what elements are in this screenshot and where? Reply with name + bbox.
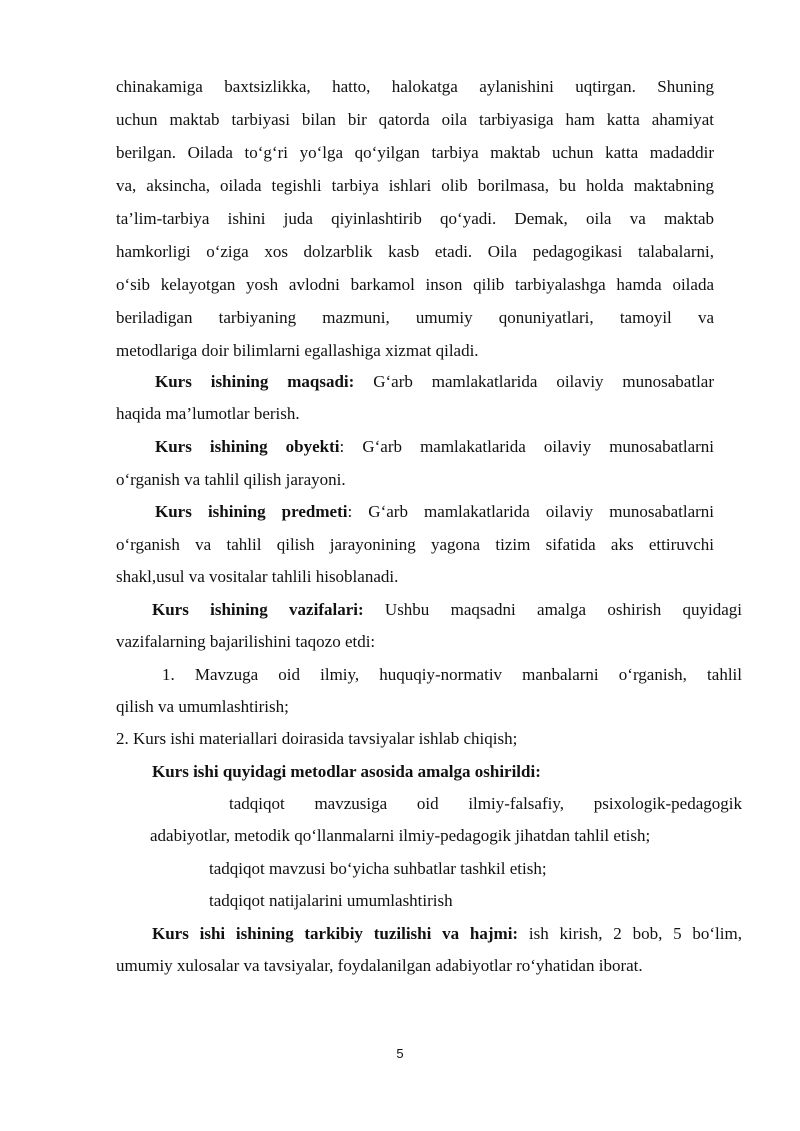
course-structure (152, 924, 742, 944)
paragraph-line: haqida ma’lumotlar berish. (116, 404, 300, 423)
task-item: 2. Kurs ishi materiallari doirasida tavsiyalar ishlab chiqish; (116, 729, 518, 748)
task-item-cont: qilish va umumlashtirish; (116, 697, 289, 716)
task-item: 1. Mavzuga oid ilmiy, huquqiy-normativ manbalarni o‘rganish, tahlil (162, 665, 742, 684)
paragraph-line: hamkorligi o‘ziga xos dolzarblik kasb etadi. Oila pedagogikasi talabalarni, (116, 242, 714, 261)
course-structure-text: ish kirish, 2 bob, 5 bo‘lim, (518, 924, 742, 943)
paragraph-line: shakl,usul va vositalar tahlili hisoblanadi. (116, 567, 399, 586)
paragraph-line: beriladigan tarbiyaning mazmuni, umumiy qonuniyatlari, tamoyil va (116, 308, 714, 327)
course-subject-label: Kurs ishining predmeti (155, 502, 348, 521)
paragraph-line: umumiy xulosalar va tavsiyalar, foydalanilgan adabiyotlar ro‘yhatidan iborat. (116, 956, 643, 975)
method-item-cont: adabiyotlar, metodik qo‘llanmalarni ilmiy-pedagogik jihatdan tahlil etish; (150, 826, 651, 845)
paragraph-line: chinakamiga baxtsizlikka, hatto, halokatga aylanishini uqtirgan. Shuning (116, 77, 714, 96)
method-item: tadqiqot mavzusiga oid ilmiy-falsafiy, psixologik-pedagogik (229, 794, 742, 813)
paragraph-line: va, aksincha, oilada tegishli tarbiya ishlari olib borilmasa, bu holda maktabning (116, 176, 714, 195)
course-subject-text: : G‘arb mamlakatlarida oilaviy munosabatlarni (347, 502, 714, 521)
course-tasks-text: Ushbu maqsadni amalga oshirish quyidagi (363, 600, 742, 619)
paragraph-line: metodlariga doir bilimlarni egallashiga xizmat qiladi. (116, 341, 479, 360)
paragraph-line: o‘rganish va tahlil qilish jarayonining yagona tizim sifatida aks ettiruvchi (116, 535, 714, 554)
paragraph-line: o‘rganish va tahlil qilish jarayoni. (116, 470, 346, 489)
course-subject (155, 502, 714, 522)
course-tasks (152, 600, 742, 620)
course-structure-label: Kurs ishi ishining tarkibiy tuzilishi va hajmi: (152, 924, 519, 943)
paragraph-line: berilgan. Oilada to‘g‘ri yo‘lga qo‘yilgan tarbiya maktab uchun katta madaddir (116, 143, 714, 162)
course-goal (155, 372, 714, 392)
course-object-label: Kurs ishining obyekti (155, 437, 340, 456)
course-goal-label: Kurs ishining maqsadi: (155, 372, 355, 391)
methods-heading: Kurs ishi quyidagi metodlar asosida amalga oshirildi: (152, 762, 541, 781)
course-goal-text: G‘arb mamlakatlarida oilaviy munosabatlar (354, 372, 715, 391)
method-item: tadqiqot natijalarini umumlashtirish (209, 891, 453, 910)
paragraph-line: vazifalarning bajarilishini taqozo etdi: (116, 632, 376, 651)
course-tasks-label: Kurs ishining vazifalari: (152, 600, 364, 619)
paragraph-line: ta’lim-tarbiya ishini juda qiyinlashtirib qo‘yadi. Demak, oila va maktab (116, 209, 714, 228)
course-object (155, 437, 714, 457)
page-number: 5 (396, 1046, 404, 1061)
method-item: tadqiqot mavzusi bo‘yicha suhbatlar tashkil etish; (209, 859, 547, 878)
paragraph-line: uchun maktab tarbiyasi bilan bir qatorda oila tarbiyasiga ham katta ahamiyat (116, 110, 714, 129)
course-object-text: : G‘arb mamlakatlarida oilaviy munosabatlarni (339, 437, 714, 456)
paragraph-line: o‘sib kelayotgan yosh avlodni barkamol inson qilib tarbiyalashga hamda oilada (116, 275, 714, 294)
